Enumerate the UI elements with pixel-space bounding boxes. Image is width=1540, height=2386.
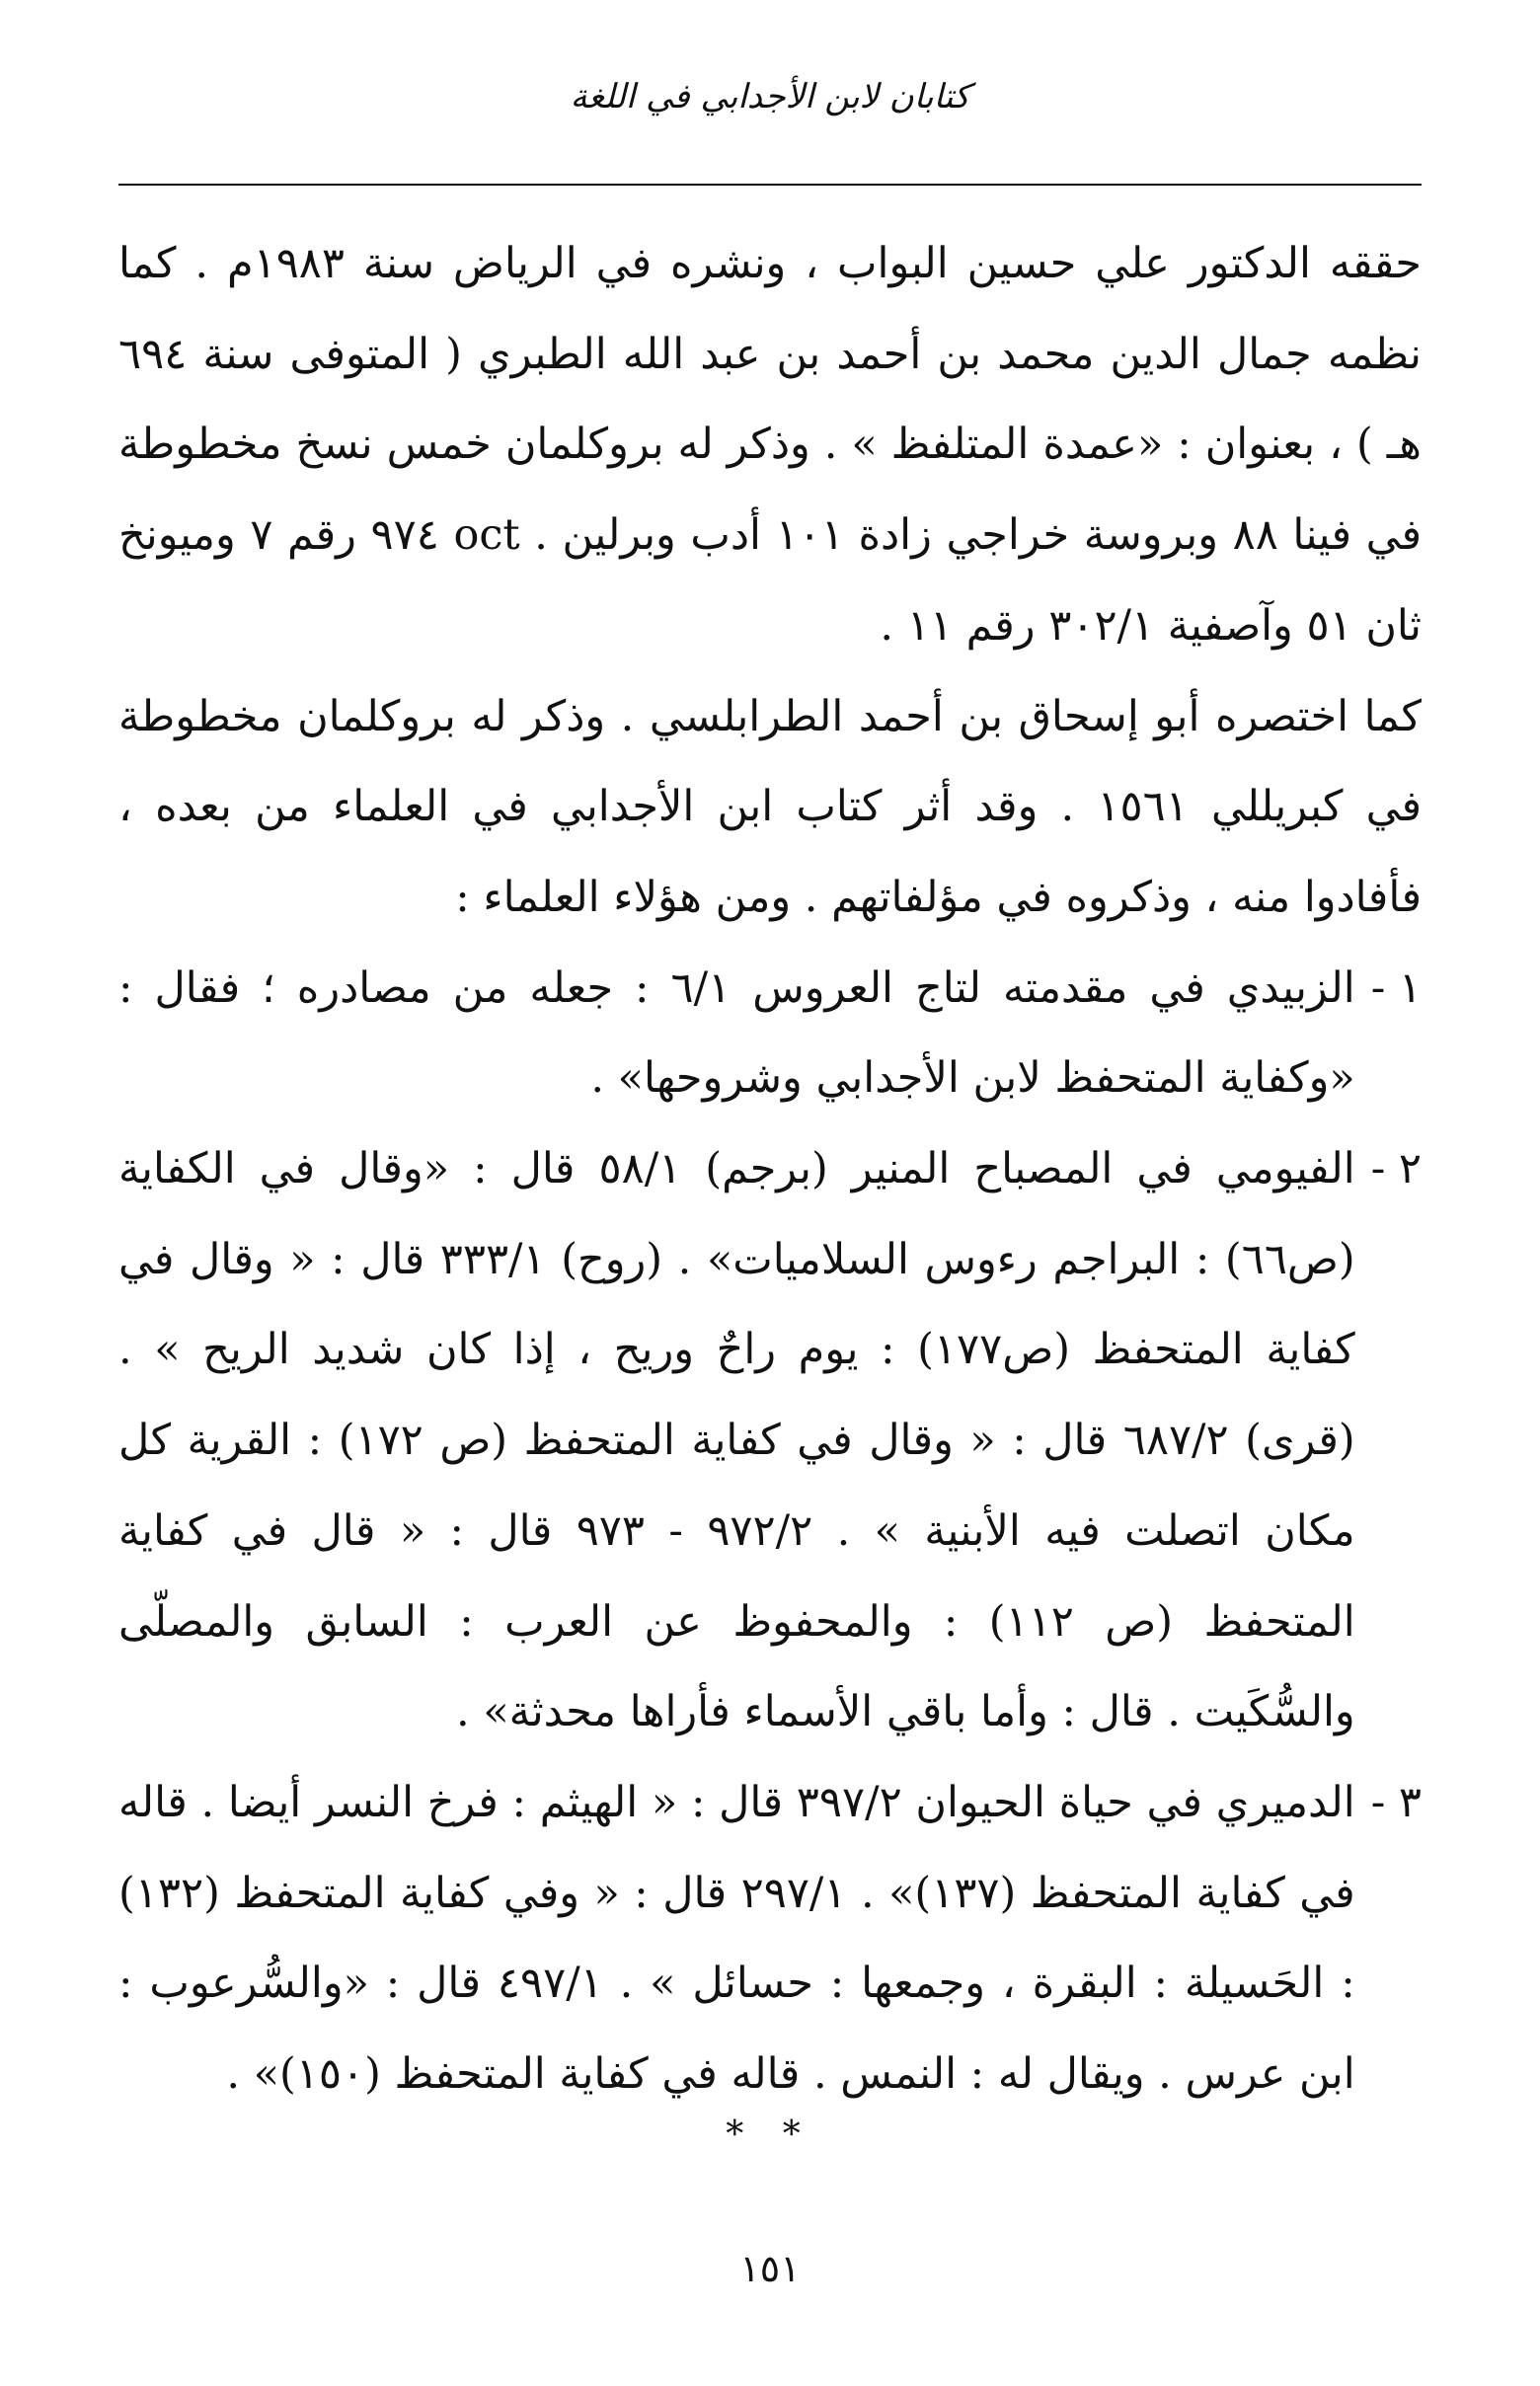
list-item — [118, 944, 1422, 1124]
book-page — [118, 0, 1422, 2386]
list-item-number: ٣ - — [1370, 1777, 1422, 1827]
list-item-number: ٢ - — [1370, 1144, 1422, 1194]
page-number: ١٥١ — [739, 2247, 801, 2290]
intro-paragraph: حققه الدكتور علي حسين البواب ، ونشره في الرياض سنة ١٩٨٣م . كما نظمه جمال الدين محمد بن أحمد بن عبد الله الطبري ( المتوفى سنة ٦٩٤ هـ ) ، بعنوان : «عمدة المتلفظ » . وذكر له بروكلمان خمس نسخ مخطوطة في فينا ٨٨ وبروسة خراجي زادة ١٠١ أدب وبرلين . oct ٩٧٤ رقم ٧ وميونخ ثان ٥١ وآصفية ٣٠٢/١ رقم ١١ . — [118, 239, 1423, 651]
list-item — [118, 1124, 1422, 1758]
main-text — [118, 219, 1422, 2120]
section-separator: * * — [726, 2115, 814, 2155]
second-paragraph: كما اختصره أبو إسحاق بن أحمد الطرابلسي . وذكر له بروكلمان مخطوطة في كبريللي ١٥٦١ . وقد أثر كتاب ابن الأجدابي في العلماء من بعده ، فأفادوا منه ، وذكروه في مؤلفاتهم . ومن هؤلاء العلماء : — [118, 691, 1423, 922]
running-title: كتابان لابن الأجدابي في اللغة — [570, 77, 970, 116]
list-item-text: الفيومي في المصباح المنير (برجم) ٥٨/١ قال : «وقال في الكفاية (ص٦٦) : البراجم رءوس السلاميات» . (روح) ٣٣٣/١ قال : « وقال في كفاية المتحفظ (ص١٧٧) : يوم راحٌ وريح ، إذا كان شديد الريح » . (قرى) ٦٨٧/٢ قال : « وقال في كفاية المتحفظ (ص ١٧٢) : القرية كل مكان اتصلت فيه الأبنية » . ٩٧٢/٢ - ٩٧٣ قال : « قال في كفاية المتحفظ (ص ١١٢) : والمحفوظ عن العرب : السابق والمصلّى والسُّكَيت . قال : وأما باقي الأسماء فأراها محدثة» . — [118, 1144, 1355, 1737]
header-rule — [118, 184, 1422, 186]
list-item-text: الزبيدي في مقدمته لتاج العروس ٦/١ : جعله من مصادره ؛ فقال : «وكفاية المتحفظ لابن الأجدابي وشروحها» . — [118, 962, 1355, 1104]
list-item-text: الدميري في حياة الحيوان ٣٩٧/٢ قال : « الهيثم : فرخ النسر أيضا . قاله في كفاية المتحفظ (١٣٧)» . ٢٩٧/١ قال : « وفي كفاية المتحفظ (١٣٢) : الحَسيلة : البقرة ، وجمعها : حسائل » . ٤٩٧/١ قال : «والسُّرعوب : ابن عرس . ويقال له : النمس . قاله في كفاية المتحفظ (١٥٠)» . — [118, 1777, 1355, 2100]
list-item-number: ١ - — [1370, 962, 1422, 1013]
list-item — [118, 1758, 1422, 2120]
